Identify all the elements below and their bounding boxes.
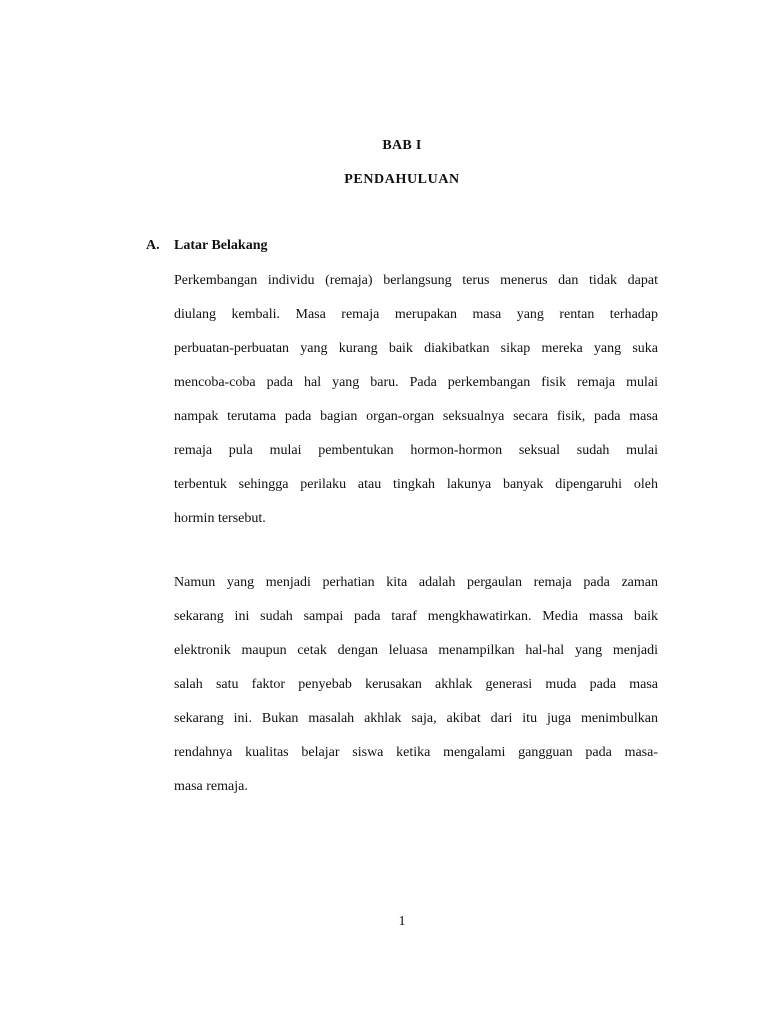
paragraph-line: elektronik maupun cetak dengan leluasa menampilkan hal-hal yang menjadi xyxy=(174,643,658,658)
paragraph-line: Perkembangan individu (remaja) berlangsung terus menerus dan tidak dapat xyxy=(174,273,658,288)
chapter-number: BAB I xyxy=(382,138,422,153)
chapter-title: PENDAHULUAN xyxy=(344,172,460,187)
paragraph-line: nampak terutama pada bagian organ-organ seksualnya secara fisik, pada masa xyxy=(174,409,658,424)
page-number: 1 xyxy=(398,914,406,929)
paragraph-line: mencoba-coba pada hal yang baru. Pada perkembangan fisik remaja mulai xyxy=(174,375,658,390)
paragraph-line: perbuatan-perbuatan yang kurang baik diakibatkan sikap mereka yang suka xyxy=(174,341,658,356)
section-title: Latar Belakang xyxy=(174,238,268,253)
paragraph-line: remaja pula mulai pembentukan hormon-hormon seksual sudah mulai xyxy=(174,443,658,458)
paragraph-line: masa remaja. xyxy=(174,779,248,794)
paragraph-line: sekarang ini. Bukan masalah akhlak saja, akibat dari itu juga menimbulkan xyxy=(174,711,658,726)
paragraph-line: rendahnya kualitas belajar siswa ketika mengalami gangguan pada masa- xyxy=(174,745,658,760)
section-marker: A. xyxy=(146,238,160,253)
paragraph-line: sekarang ini sudah sampai pada taraf mengkhawatirkan. Media massa baik xyxy=(174,609,658,624)
paragraph-line: terbentuk sehingga perilaku atau tingkah lakunya banyak dipengaruhi oleh xyxy=(174,477,658,492)
section-heading xyxy=(146,238,267,254)
paragraph-1 xyxy=(174,272,658,544)
paragraph-line: diulang kembali. Masa remaja merupakan masa yang rentan terhadap xyxy=(174,307,658,322)
paragraph-line: hormin tersebut. xyxy=(174,511,266,526)
paragraph-line: Namun yang menjadi perhatian kita adalah pergaulan remaja pada zaman xyxy=(174,575,658,590)
paragraph-line: salah satu faktor penyebab kerusakan akhlak generasi muda pada masa xyxy=(174,677,658,692)
paragraph-2 xyxy=(174,574,658,812)
